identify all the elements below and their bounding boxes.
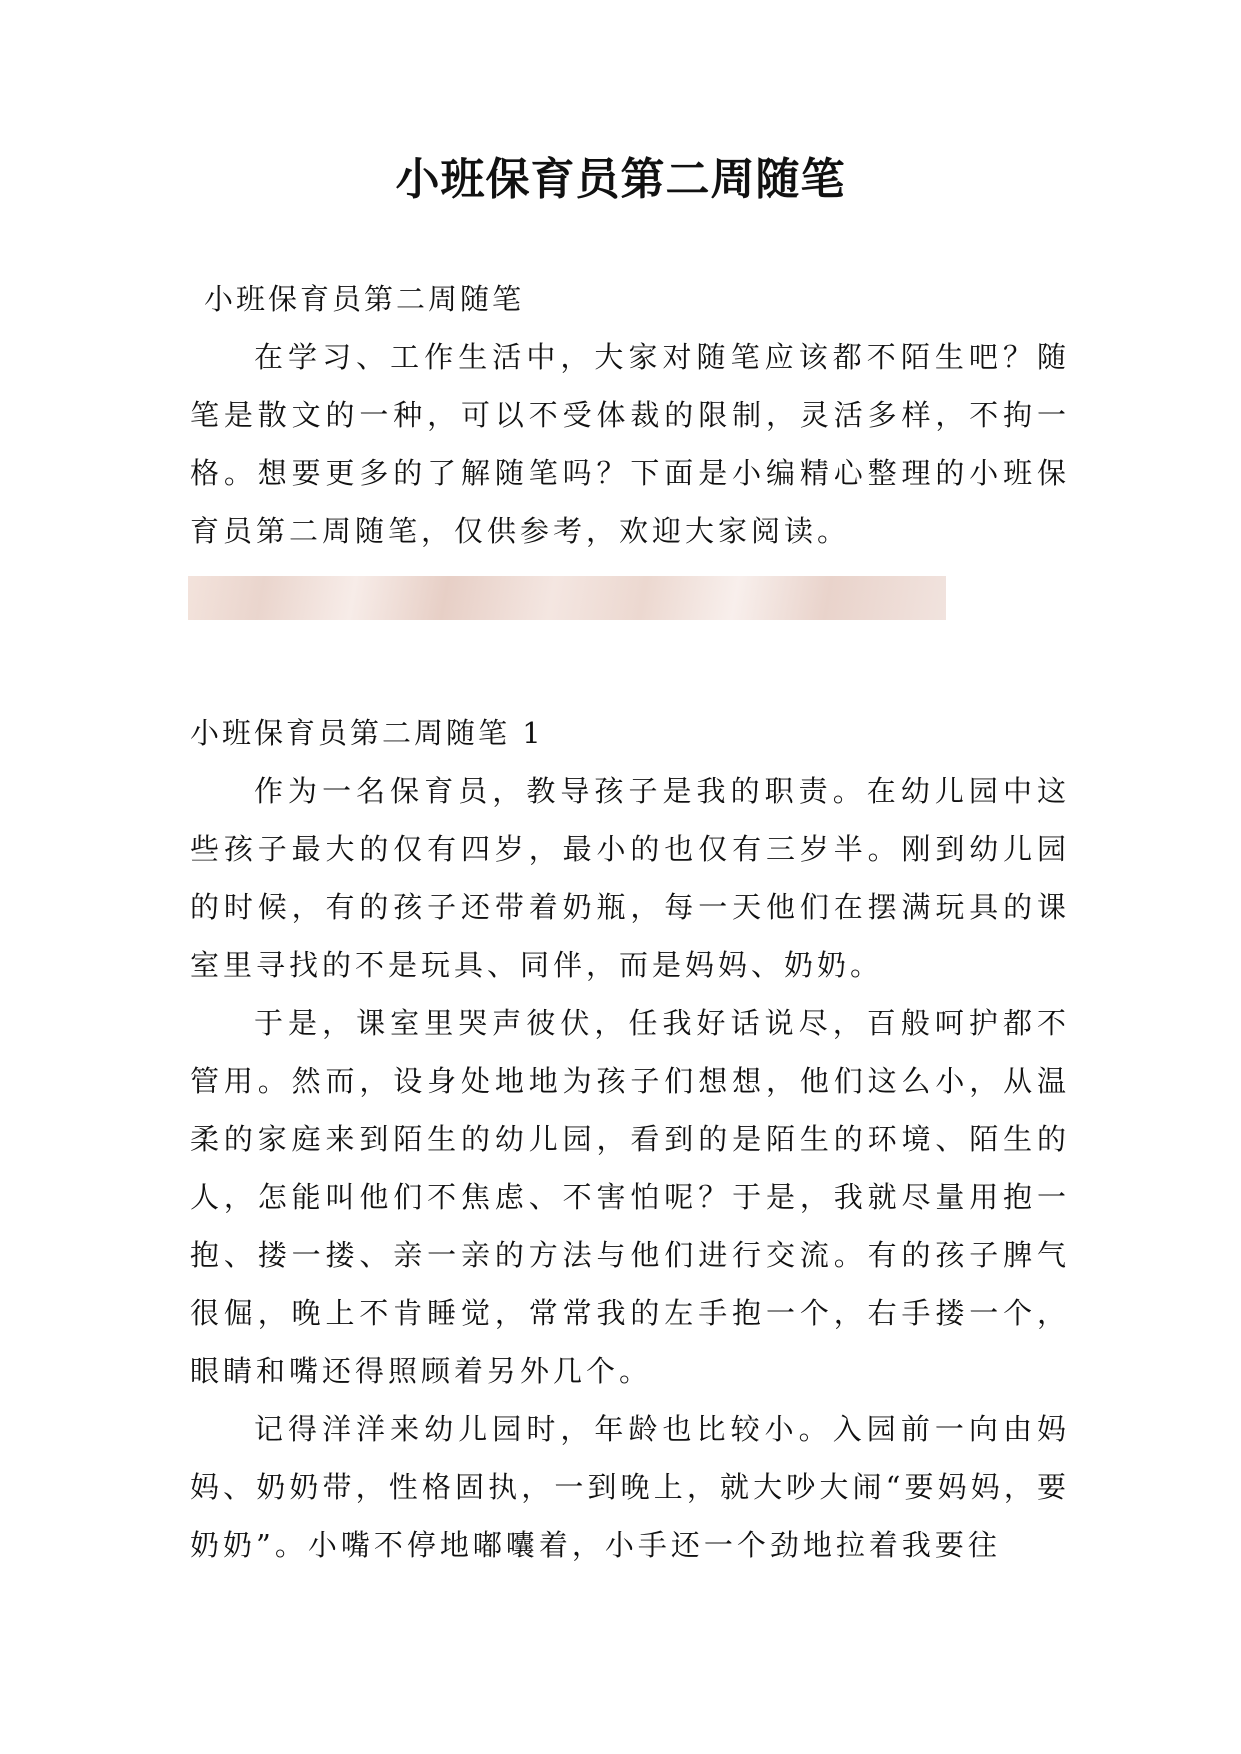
body-paragraph: 记得洋洋来幼儿园时，年龄也比较小。入园前一向由妈妈、奶奶带，性格固执，一到晚上，就大吵大闹“要妈妈，要奶奶”。小嘴不停地嘟囔着，小手还一个劲地拉着我要往 xyxy=(190,1412,1070,1562)
section-heading: 小班保育员第二周随笔 1 xyxy=(190,716,544,750)
intro-heading: 小班保育员第二周随笔 xyxy=(204,282,525,316)
intro-paragraph: 在学习、工作生活中，大家对随笔应该都不陌生吧？随笔是散文的一种，可以不受体裁的限制，灵活多样，不拘一格。想要更多的了解随笔吗？下面是小编精心整理的小班保育员第二周随笔，仅供参考，欢迎大家阅读。 xyxy=(190,340,1070,548)
document-title: 小班保育员第二周随笔 xyxy=(395,154,846,205)
section-body xyxy=(190,762,1070,1574)
intro-section xyxy=(190,328,1070,560)
body-paragraph: 于是，课室里哭声彼伏，任我好话说尽，百般呵护都不管用。然而，设身处地地为孩子们想想，他们这么小，从温柔的家庭来到陌生的幼儿园，看到的是陌生的环境、陌生的人，怎能叫他们不焦虑、不害怕呢？于是，我就尽量用抱一抱、搂一搂、亲一亲的方法与他们进行交流。有的孩子脾气很倔，晚上不肯睡觉，常常我的左手抱一个，右手搂一个，眼睛和嘴还得照顾着另外几个。 xyxy=(190,1006,1070,1388)
body-paragraph: 作为一名保育员，教导孩子是我的职责。在幼儿园中这些孩子最大的仅有四岁，最小的也仅有三岁半。刚到幼儿园的时候，有的孩子还带着奶瓶，每一天他们在摆满玩具的课室里寻找的不是玩具、同伴，而是妈妈、奶奶。 xyxy=(190,774,1070,982)
decorative-banner-image xyxy=(188,576,946,620)
